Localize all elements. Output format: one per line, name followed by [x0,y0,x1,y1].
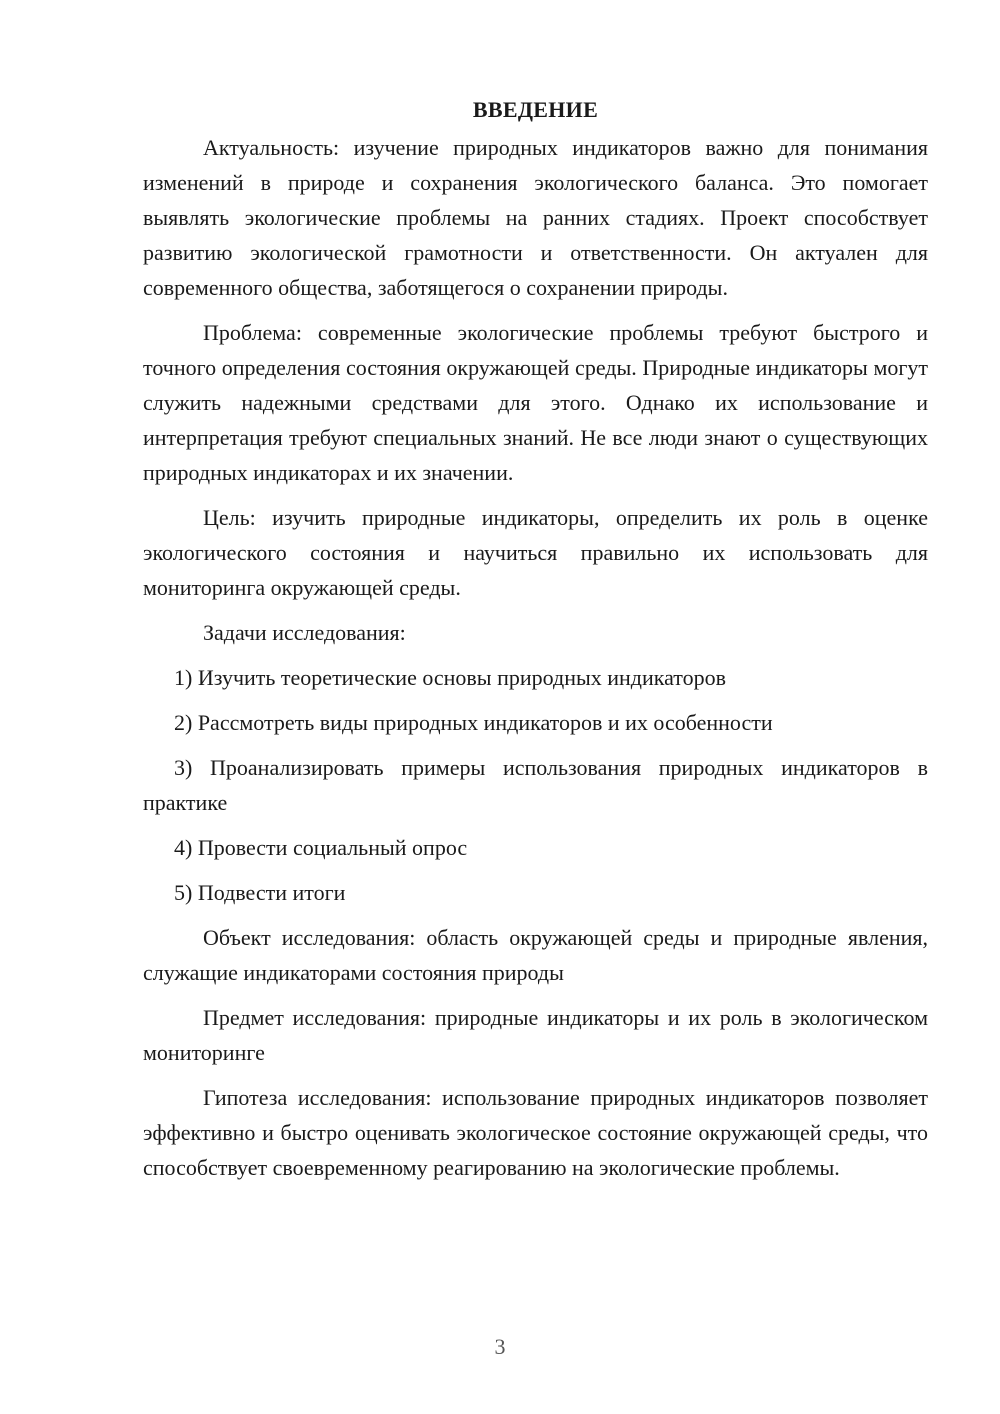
hypothesis-paragraph: Гипотеза исследования: использование природных индикаторов позволяет эффективно и быстро оценивать экологическое состояние окружающей среды, что способствует своевременному реагированию на экологические проблемы. [143,1085,928,1180]
relevance-paragraph: Актуальность: изучение природных индикаторов важно для понимания изменений в природе и сохранения экологического баланса. Это помогает выявлять экологические проблемы на ранних стадиях. Проект способствует развитию экологической грамотности и ответственности. Он актуален для современного общества, заботящегося о сохранении природы. [143,135,928,300]
tasks-heading: Задачи исследования: [203,620,406,645]
task-item: 4) Провести социальный опрос [174,835,468,860]
object-paragraph: Объект исследования: область окружающей среды и природные явления, служащие индикаторами состояния природы [143,925,928,985]
task-item: 5) Подвести итоги [174,880,346,905]
subject-paragraph: Предмет исследования: природные индикаторы и их роль в экологическом мониторинге [143,1005,928,1065]
task-item: 1) Изучить теоретические основы природных индикаторов [174,665,727,690]
problem-paragraph: Проблема: современные экологические проблемы требуют быстрого и точного определения состояния окружающей среды. Природные индикаторы могут служить надежными средствами для этого. Однако их использование и интерпретация требуют специальных знаний. Не все люди знают о существующих природных индикаторах и их значении. [143,320,928,485]
goal-paragraph: Цель: изучить природные индикаторы, определить их роль в оценке экологического состояния и научиться правильно их использовать для мониторинга окружающей среды. [143,505,928,600]
task-item: 2) Рассмотреть виды природных индикаторов и их особенности [174,710,773,735]
document-page [143,92,928,1195]
page-title: ВВЕДЕНИЕ [472,97,599,122]
page-number: 3 [494,1334,506,1359]
task-item: 3) Проанализировать примеры использования природных индикаторов в практике [143,755,928,815]
